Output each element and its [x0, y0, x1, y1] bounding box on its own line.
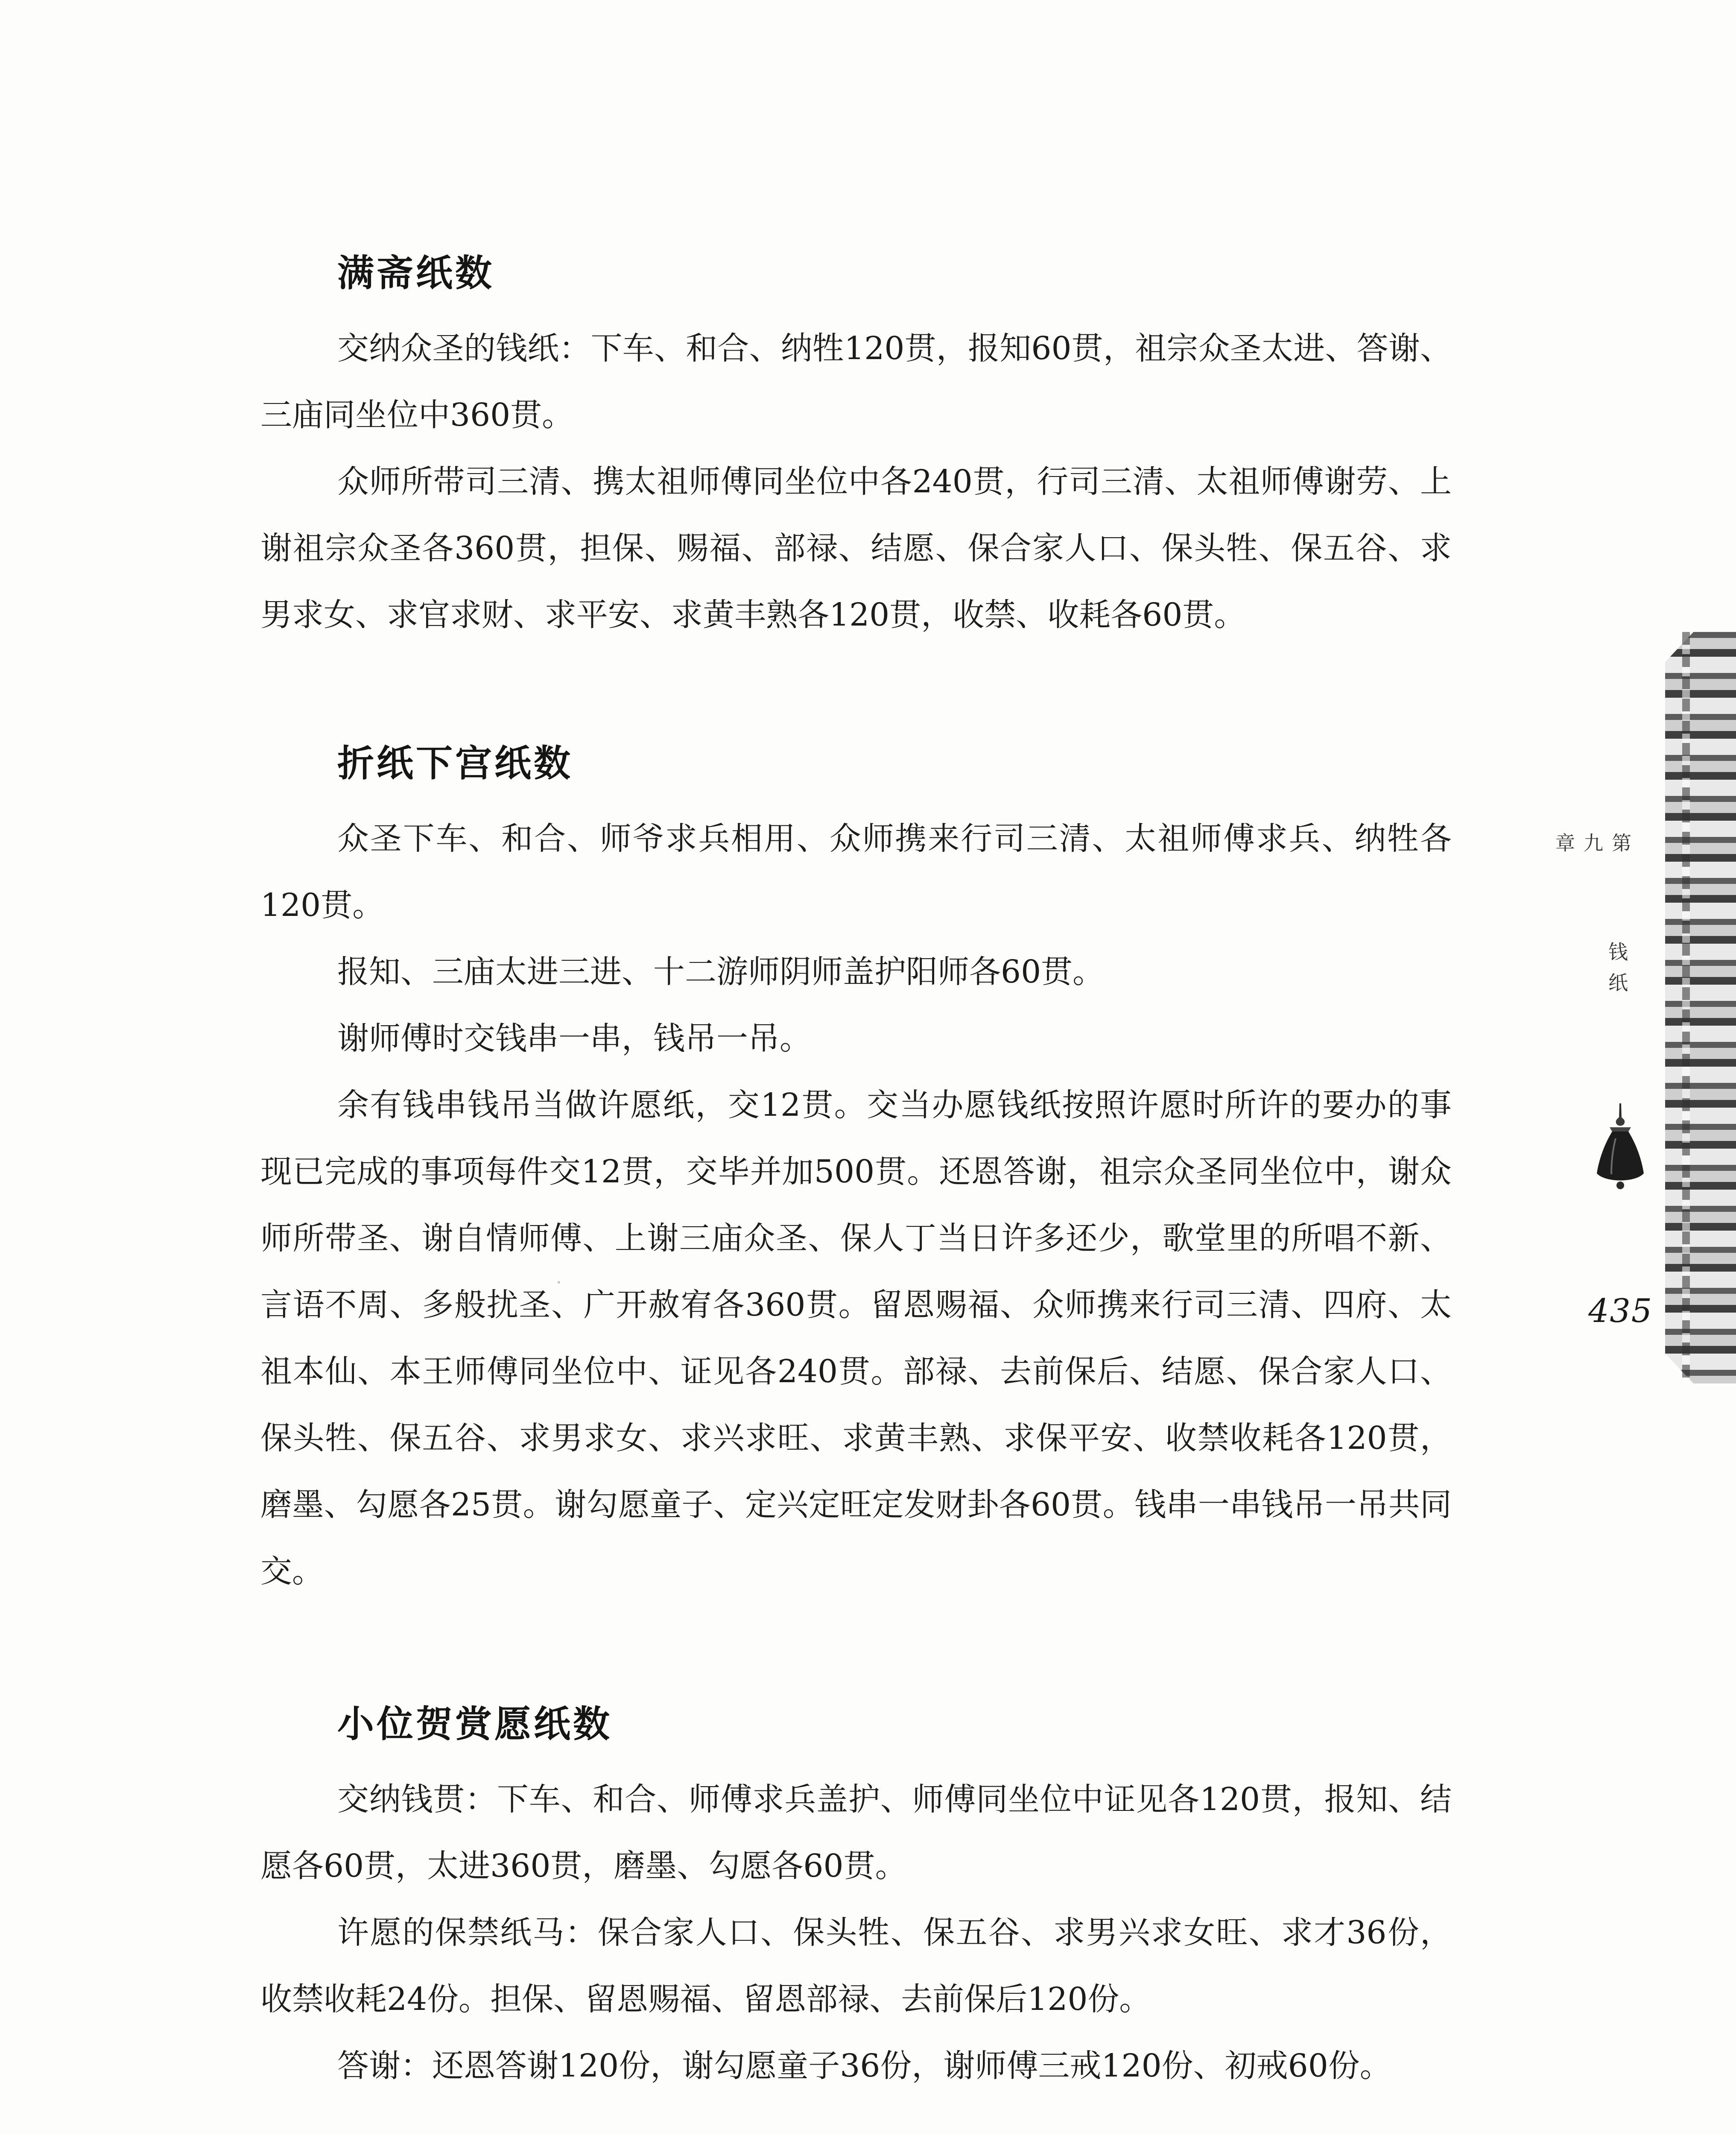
- section-title: 满斋纸数: [337, 252, 494, 295]
- section-title: 折纸下宫纸数: [337, 742, 573, 785]
- paragraph: 余有钱串钱吊当做许愿纸，交12贯。交当办愿钱纸按照许愿时所许的要办的事现已完成的事项每件交12贯，交毕并加500贯。还恩答谢，祖宗众圣同坐位中，谢众师所带圣、谢自情师傅、上谢三庙众圣、保人丁当日许多还少，歌堂里的所唱不新、言语不周、多般扰圣、广开赦宥各360贯。留恩赐福、众师携来行司三清、四府、太祖本仙、本王师傅同坐位中、证见各240贯。部禄、去前保后、结愿、保合家人口、保头牲、保五谷、求男求女、求兴求旺、求黄丰熟、求保平安、收禁收耗各120贯，磨墨、勾愿各25贯。谢勾愿童子、定兴定旺定发财卦各60贯。钱串一串钱吊一吊共同交。: [260, 1087, 1452, 1590]
- paragraph: 众圣下车、和合、师爷求兵相用、众师携来行司三清、太祖师傅求兵、纳牲各120贯。: [260, 820, 1452, 924]
- chapter-char: 九: [1581, 833, 1604, 852]
- chapter-char: 章: [1552, 833, 1575, 852]
- chapter-char: 第: [1609, 833, 1632, 852]
- decorative-border-inner: [1682, 632, 1690, 1383]
- section-title: 小位贺赏愿纸数: [337, 1703, 612, 1746]
- decorative-border: [1665, 632, 1736, 1383]
- page-content: [260, 239, 1452, 2099]
- paragraph: 交纳众圣的钱纸：下车、和合、纳牲120贯，报知60贯，祖宗众圣太进、答谢、三庙同坐位中360贯。: [260, 330, 1452, 433]
- section-zhe-zhi: [260, 729, 1452, 1605]
- paragraph: 谢师傅时交钱串一串，钱吊一吊。: [337, 1020, 811, 1057]
- paragraph: 众师所带司三清、携太祖师傅同坐位中各240贯，行司三清、太祖师傅谢劳、上谢祖宗众圣各360贯，担保、赐福、部禄、结愿、保合家人口、保头牲、保五谷、求男求女、求官求财、求平安、求黄丰熟各120贯，收禁、收耗各60贯。: [260, 463, 1452, 633]
- paragraph: 许愿的保禁纸马：保合家人口、保头牲、保五谷、求男兴求女旺、求才36份，收禁收耗24份。担保、留恩赐福、留恩部禄、去前保后120份。: [260, 1914, 1452, 2018]
- bell-icon: [1593, 1102, 1648, 1191]
- chapter-label: [1552, 833, 1634, 852]
- section-xiao-wei: [260, 1690, 1452, 2099]
- paragraph: 答谢：还恩答谢120份，谢勾愿童子36份，谢师傅三戒120份、初戒60份。: [337, 2047, 1391, 2084]
- scan-speck: [558, 1281, 560, 1284]
- chapter-topic: 钱纸: [1605, 942, 1628, 1003]
- paragraph: 报知、三庙太进三进、十二游师阴师盖护阳师各60贯。: [337, 953, 1105, 990]
- paragraph: 交纳钱贯：下车、和合、师傅求兵盖护、师傅同坐位中证见各120贯，报知、结愿各60贯，太进360贯，磨墨、勾愿各60贯。: [260, 1781, 1452, 1884]
- page-number: 435: [1588, 1292, 1653, 1330]
- section-man-zhai: [260, 239, 1452, 648]
